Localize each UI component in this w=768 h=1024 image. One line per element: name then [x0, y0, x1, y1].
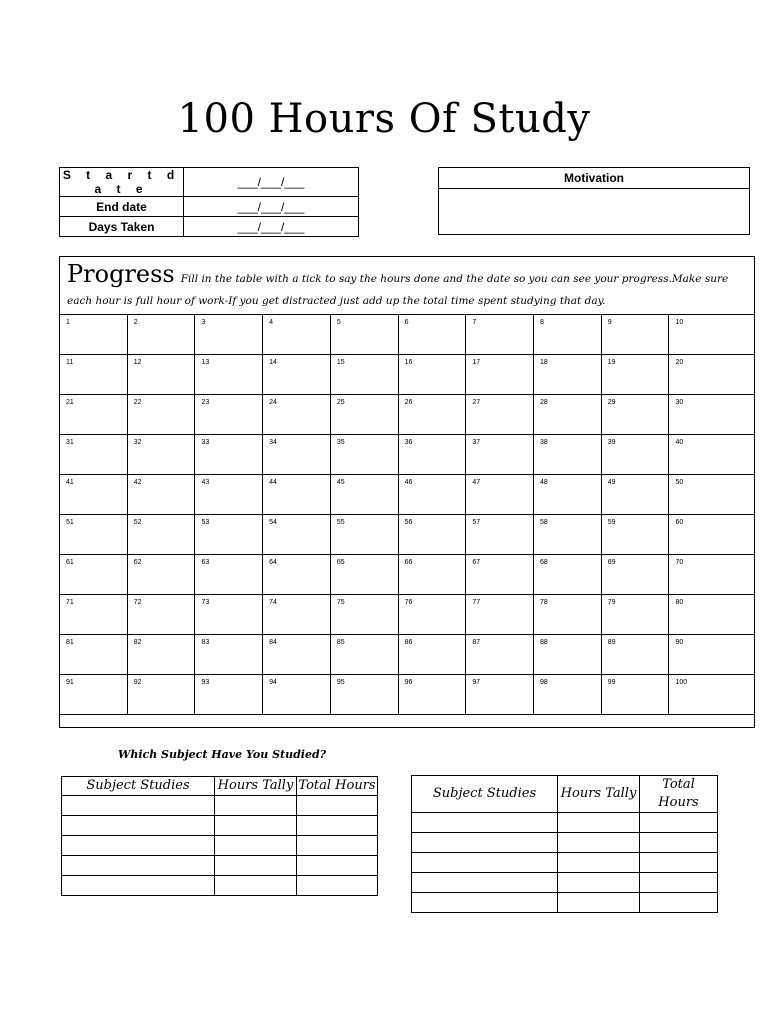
hour-cell-82[interactable]: 82: [127, 635, 195, 675]
hours-tally-column-header: Hours Tally: [558, 776, 640, 813]
tally-cell[interactable]: [558, 813, 640, 833]
hour-cell-11[interactable]: 11: [60, 355, 128, 395]
hour-cell-7[interactable]: 7: [466, 315, 534, 355]
hour-cell-48[interactable]: 48: [534, 475, 602, 515]
hour-cell-44[interactable]: 44: [263, 475, 331, 515]
hour-cell-29[interactable]: 29: [601, 395, 669, 435]
subject-cell[interactable]: [62, 816, 215, 836]
tally-cell[interactable]: [215, 856, 297, 876]
hour-cell-9[interactable]: 9: [601, 315, 669, 355]
hour-cell-12[interactable]: 12: [127, 355, 195, 395]
hour-cell-80[interactable]: 80: [669, 595, 755, 635]
hour-cell-87[interactable]: 87: [466, 635, 534, 675]
hour-cell-51[interactable]: 51: [60, 515, 128, 555]
subject-row: [62, 836, 378, 856]
hour-cell-58[interactable]: 58: [534, 515, 602, 555]
motivation-header: Motivation: [439, 168, 749, 189]
hour-cell-89[interactable]: 89: [601, 635, 669, 675]
hour-cell-95[interactable]: 95: [330, 675, 398, 715]
days-taken-field[interactable]: ___/___/___: [184, 217, 359, 237]
hour-cell-84[interactable]: 84: [263, 635, 331, 675]
hour-cell-43[interactable]: 43: [195, 475, 263, 515]
hour-cell-79[interactable]: 79: [601, 595, 669, 635]
hour-cell-92[interactable]: 92: [127, 675, 195, 715]
hour-cell-60[interactable]: 60: [669, 515, 755, 555]
hour-cell-36[interactable]: 36: [398, 435, 466, 475]
hour-cell-39[interactable]: 39: [601, 435, 669, 475]
subjects-table-left: [61, 776, 378, 896]
hour-cell-52[interactable]: 52: [127, 515, 195, 555]
hour-cell-10[interactable]: 10: [669, 315, 755, 355]
tally-cell[interactable]: [215, 816, 297, 836]
hour-cell-40[interactable]: 40: [669, 435, 755, 475]
progress-section: [59, 256, 755, 728]
subject-column-header: Subject Studies: [62, 777, 215, 796]
hour-cell-19[interactable]: 19: [601, 355, 669, 395]
hour-cell-20[interactable]: 20: [669, 355, 755, 395]
hour-cell-88[interactable]: 88: [534, 635, 602, 675]
subject-cell[interactable]: [62, 876, 215, 896]
dates-table: [59, 167, 359, 237]
hour-cell-67[interactable]: 67: [466, 555, 534, 595]
tally-cell[interactable]: [558, 833, 640, 853]
progress-heading: Progress: [67, 260, 175, 288]
end-date-label: End date: [60, 197, 184, 217]
subject-cell[interactable]: [62, 836, 215, 856]
hour-cell-2[interactable]: 2: [127, 315, 195, 355]
grid-row: [60, 635, 755, 675]
hour-cell-98[interactable]: 98: [534, 675, 602, 715]
total-cell[interactable]: [640, 853, 718, 873]
start-date-row: [60, 168, 359, 197]
motivation-box: [438, 167, 750, 235]
hour-cell-35[interactable]: 35: [330, 435, 398, 475]
hour-cell-96[interactable]: 96: [398, 675, 466, 715]
tally-cell[interactable]: [215, 836, 297, 856]
hour-cell-66[interactable]: 66: [398, 555, 466, 595]
progress-instructions: Fill in the table with a tick to say the hours done and the date so you can see your progress.Make sure each hour is full hour of work-If you get distracted just add up the total time spent studying that day.: [67, 273, 729, 307]
total-cell[interactable]: [640, 873, 718, 893]
hour-cell-23[interactable]: 23: [195, 395, 263, 435]
hour-cell-33[interactable]: 33: [195, 435, 263, 475]
hour-cell-61[interactable]: 61: [60, 555, 128, 595]
progress-header: [60, 257, 754, 314]
subject-cell[interactable]: [412, 833, 558, 853]
end-date-row: [60, 197, 359, 217]
days-taken-row: [60, 217, 359, 237]
hour-cell-49[interactable]: 49: [601, 475, 669, 515]
hour-cell-74[interactable]: 74: [263, 595, 331, 635]
subjects-table-right: [411, 775, 718, 913]
hour-cell-85[interactable]: 85: [330, 635, 398, 675]
hour-cell-3[interactable]: 3: [195, 315, 263, 355]
subject-cell[interactable]: [412, 893, 558, 913]
start-date-label: S t a r t d a t e: [60, 168, 184, 197]
subject-row: [62, 816, 378, 836]
hour-cell-16[interactable]: 16: [398, 355, 466, 395]
subjects-header-row: [62, 777, 378, 796]
total-cell[interactable]: [297, 816, 378, 836]
motivation-field[interactable]: [439, 189, 749, 234]
hour-cell-76[interactable]: 76: [398, 595, 466, 635]
page-title: 100 Hours Of Study: [177, 96, 591, 142]
hour-cell-42[interactable]: 42: [127, 475, 195, 515]
subject-row: [62, 856, 378, 876]
hour-cell-46[interactable]: 46: [398, 475, 466, 515]
subject-row: [62, 876, 378, 896]
hour-cell-64[interactable]: 64: [263, 555, 331, 595]
hour-cell-28[interactable]: 28: [534, 395, 602, 435]
subject-row: [62, 796, 378, 816]
hour-cell-99[interactable]: 99: [601, 675, 669, 715]
grid-row: [60, 435, 755, 475]
hour-cell-13[interactable]: 13: [195, 355, 263, 395]
hour-cell-6[interactable]: 6: [398, 315, 466, 355]
hour-cell-94[interactable]: 94: [263, 675, 331, 715]
hour-cell-91[interactable]: 91: [60, 675, 128, 715]
start-date-field[interactable]: ___/___/___: [184, 168, 359, 197]
hour-cell-72[interactable]: 72: [127, 595, 195, 635]
hours-grid: [59, 314, 755, 715]
tally-cell[interactable]: [558, 893, 640, 913]
days-taken-label: Days Taken: [60, 217, 184, 237]
total-cell[interactable]: [297, 876, 378, 896]
hour-cell-18[interactable]: 18: [534, 355, 602, 395]
subjects-question: Which Subject Have You Studied?: [118, 748, 327, 761]
subject-column-header: Subject Studies: [412, 776, 558, 813]
hour-cell-38[interactable]: 38: [534, 435, 602, 475]
total-hours-column-header: Total Hours: [640, 776, 718, 813]
hour-cell-86[interactable]: 86: [398, 635, 466, 675]
tally-cell[interactable]: [215, 876, 297, 896]
hour-cell-5[interactable]: 5: [330, 315, 398, 355]
hour-cell-73[interactable]: 73: [195, 595, 263, 635]
hour-cell-8[interactable]: 8: [534, 315, 602, 355]
hour-cell-81[interactable]: 81: [60, 635, 128, 675]
subject-row: [412, 833, 718, 853]
hour-cell-41[interactable]: 41: [60, 475, 128, 515]
hour-cell-69[interactable]: 69: [601, 555, 669, 595]
subject-cell[interactable]: [62, 856, 215, 876]
hour-cell-75[interactable]: 75: [330, 595, 398, 635]
hour-cell-65[interactable]: 65: [330, 555, 398, 595]
hour-cell-14[interactable]: 14: [263, 355, 331, 395]
grid-row: [60, 475, 755, 515]
hour-cell-25[interactable]: 25: [330, 395, 398, 435]
hour-cell-1[interactable]: 1: [60, 315, 128, 355]
tally-cell[interactable]: [558, 873, 640, 893]
total-cell[interactable]: [640, 893, 718, 913]
subject-cell[interactable]: [62, 796, 215, 816]
hour-cell-68[interactable]: 68: [534, 555, 602, 595]
end-date-field[interactable]: ___/___/___: [184, 197, 359, 217]
hour-cell-71[interactable]: 71: [60, 595, 128, 635]
subject-row: [412, 873, 718, 893]
total-hours-column-header: Total Hours: [297, 777, 378, 796]
hour-cell-59[interactable]: 59: [601, 515, 669, 555]
total-cell[interactable]: [297, 796, 378, 816]
hour-cell-31[interactable]: 31: [60, 435, 128, 475]
total-cell[interactable]: [297, 856, 378, 876]
hours-tally-column-header: Hours Tally: [215, 777, 297, 796]
hour-cell-37[interactable]: 37: [466, 435, 534, 475]
hour-cell-50[interactable]: 50: [669, 475, 755, 515]
total-cell[interactable]: [297, 836, 378, 856]
hour-cell-63[interactable]: 63: [195, 555, 263, 595]
hour-cell-21[interactable]: 21: [60, 395, 128, 435]
subjects-header-row: [412, 776, 718, 813]
subject-row: [412, 813, 718, 833]
hour-cell-53[interactable]: 53: [195, 515, 263, 555]
hour-cell-32[interactable]: 32: [127, 435, 195, 475]
hour-cell-56[interactable]: 56: [398, 515, 466, 555]
grid-row: [60, 355, 755, 395]
hour-cell-4[interactable]: 4: [263, 315, 331, 355]
total-cell[interactable]: [640, 813, 718, 833]
hour-cell-24[interactable]: 24: [263, 395, 331, 435]
hour-cell-97[interactable]: 97: [466, 675, 534, 715]
subject-cell[interactable]: [412, 873, 558, 893]
hour-cell-22[interactable]: 22: [127, 395, 195, 435]
hour-cell-83[interactable]: 83: [195, 635, 263, 675]
hour-cell-45[interactable]: 45: [330, 475, 398, 515]
subject-row: [412, 893, 718, 913]
grid-row: [60, 555, 755, 595]
hour-cell-62[interactable]: 62: [127, 555, 195, 595]
subject-cell[interactable]: [412, 853, 558, 873]
hour-cell-57[interactable]: 57: [466, 515, 534, 555]
hour-cell-17[interactable]: 17: [466, 355, 534, 395]
hour-cell-55[interactable]: 55: [330, 515, 398, 555]
tally-cell[interactable]: [558, 853, 640, 873]
hour-cell-90[interactable]: 90: [669, 635, 755, 675]
grid-row: [60, 315, 755, 355]
grid-row: [60, 595, 755, 635]
hour-cell-26[interactable]: 26: [398, 395, 466, 435]
hour-cell-77[interactable]: 77: [466, 595, 534, 635]
hour-cell-78[interactable]: 78: [534, 595, 602, 635]
hour-cell-70[interactable]: 70: [669, 555, 755, 595]
total-cell[interactable]: [640, 833, 718, 853]
tally-cell[interactable]: [215, 796, 297, 816]
grid-row: [60, 515, 755, 555]
hour-cell-34[interactable]: 34: [263, 435, 331, 475]
hour-cell-27[interactable]: 27: [466, 395, 534, 435]
hour-cell-93[interactable]: 93: [195, 675, 263, 715]
grid-row: [60, 675, 755, 715]
hour-cell-47[interactable]: 47: [466, 475, 534, 515]
hour-cell-54[interactable]: 54: [263, 515, 331, 555]
grid-row: [60, 395, 755, 435]
subject-cell[interactable]: [412, 813, 558, 833]
subject-row: [412, 853, 718, 873]
hour-cell-15[interactable]: 15: [330, 355, 398, 395]
hour-cell-100[interactable]: 100: [669, 675, 755, 715]
hour-cell-30[interactable]: 30: [669, 395, 755, 435]
